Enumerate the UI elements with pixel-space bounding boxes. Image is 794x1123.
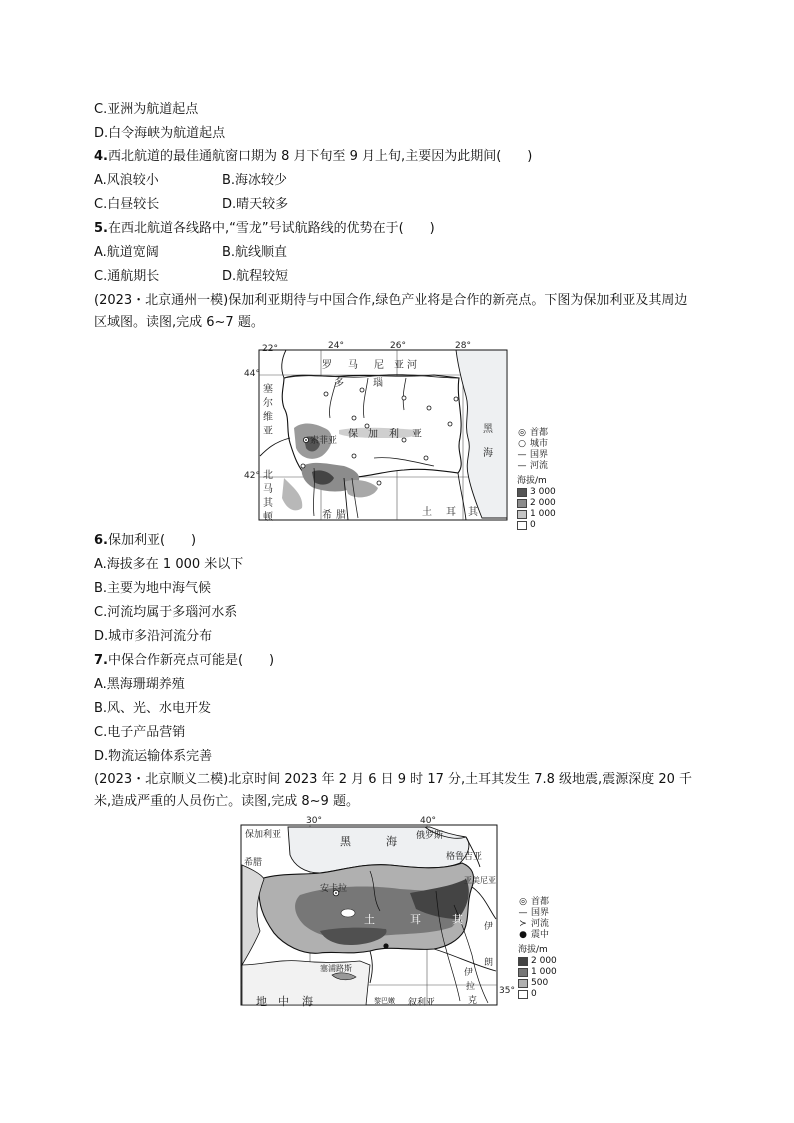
map1-macedonia-label: 北 [263,470,273,481]
map2-lon-30: 30° [306,816,322,826]
q7-stem-text: 中保合作新亮点可能是( ) [107,653,275,668]
legend-level: 2 000 [530,498,556,508]
legend2-level: 1 000 [531,967,557,977]
legend2-elev-500 [518,978,557,989]
map1-lat-42: 42° [244,471,260,481]
q5-stem [94,220,435,238]
legend2-elev-0 [518,989,557,1000]
map1-lon-28: 28° [455,341,471,351]
swatch-icon [518,990,528,999]
q7-option-a: A.黑海珊瑚养殖 [94,677,185,692]
legend-level: 1 000 [530,509,556,519]
map2-turkey-label: 其 [452,913,463,926]
map2-blacksea-label: 黑 [340,835,351,848]
q6-option-c: C.河流均属于多瑙河水系 [94,605,238,620]
q6-option-a: A.海拔多在 1 000 米以下 [94,557,244,572]
legend-border [517,450,556,461]
map1-bulgaria-label: 保 [348,429,358,440]
map2-greece-label: 希腊 [244,858,263,868]
legend2-level: 500 [531,978,549,988]
map1-romania-label: 河 [407,360,417,371]
map1-turkey-label: 土 [422,507,432,518]
map2-lat-35: 35° [499,986,515,996]
legend-city-label: 城市 [530,439,549,449]
q7-option-b: B.风、光、水电开发 [94,701,212,716]
map1-lon-26: 26° [390,341,406,351]
legend2-epicenter [518,930,557,941]
q5-options-row2 [94,268,288,286]
map1-lon-22: 22° [262,344,278,354]
border-icon: — [517,450,527,460]
border-icon: — [518,908,528,918]
q5-option-a: A.航道宽阔 [94,245,159,260]
map1-macedonia-label: 马 [263,484,273,495]
q4-options-row1 [94,172,287,190]
map1-lat-44: 44° [244,369,260,379]
q5-stem-text: 在西北航道各线路中,“雪龙”号试航路线的优势在于( ) [107,221,435,236]
q6-number: 6. [94,533,108,548]
legend2-epicenter-label: 震中 [531,930,550,940]
legend-elev-title: 海拔/m [517,476,547,486]
river-icon: — [517,461,527,471]
q4-option-b: B.海冰较少 [222,173,288,188]
q5-option-b: B.航线顺直 [222,245,288,260]
q7-option-c: C.电子产品营销 [94,725,186,740]
map1-turkey-label: 其 [468,507,478,518]
map2-blacksea-label: 海 [386,835,397,848]
river-icon: ≻ [519,919,527,929]
map2-lebanon-label: 黎巴嫩 [374,997,395,1005]
map1-greece-label: 腊 [336,510,346,521]
legend2-river-label: 河流 [531,919,550,929]
legend-city [517,439,556,450]
map1-legend [517,428,556,531]
q6-option-b: B.主要为地中海气候 [94,581,212,596]
legend2-elev-2000 [518,956,557,967]
capital-icon: ◎ [519,897,527,907]
legend-river [517,461,556,472]
map1-bulgaria-label: 利 [389,429,399,440]
legend2-capital [518,897,557,908]
legend-border-label: 国界 [530,450,549,460]
map2-lon-40: 40° [420,816,436,826]
swatch-icon [518,957,528,966]
map1-serbia-label: 塞 [263,384,273,395]
legend-level: 0 [530,520,536,530]
legend-elev-1000 [517,509,556,520]
q6-stem [94,532,196,550]
legend-elev-0 [517,520,556,531]
turkey-map [240,815,516,1007]
legend-level: 3 000 [530,487,556,497]
map2-armenia-label: 亚美尼亚 [464,876,496,885]
map2-iran-label: 朗 [484,958,494,968]
map1-bulgaria-label: 加 [368,429,378,440]
swatch-icon [517,488,527,497]
city-icon: ○ [518,439,526,449]
legend2-level: 2 000 [531,956,557,966]
sofia-label: 索菲亚 [310,436,338,446]
map1-lon-24: 24° [328,341,344,351]
q7-number: 7. [94,653,108,668]
map2-cyprus-label: 塞浦路斯 [320,964,352,973]
map1-romania-label: 马 [348,360,358,371]
legend2-level: 0 [531,989,537,999]
map1-bulgaria-label: 亚 [412,429,422,440]
map2-iraq-label: 伊 [464,968,474,978]
capital-icon: ◎ [518,428,526,438]
map1-blacksea-label: 黑 [483,424,493,435]
q3-option-d: D.白令海峡为航道起点 [94,126,226,141]
map1-blacksea-label: 海 [483,448,493,459]
swatch-icon [518,979,528,988]
map2-med-label: 中 [278,995,289,1007]
legend-elev-2000 [517,498,556,509]
q6-stem-text: 保加利亚( ) [107,533,197,548]
map1-romania-label: 亚 [394,360,404,371]
map2-russia-label: 俄罗斯 [416,831,444,841]
q7-stem [94,652,274,670]
q5-number: 5. [94,221,108,236]
map2-georgia-label: 格鲁吉亚 [446,852,483,862]
q4-option-c: C.白昼较长 [94,197,160,212]
map2-turkey-label: 耳 [410,913,421,926]
map2-bulgaria-label: 保加利亚 [245,830,282,840]
q4-option-a: A.风浪较小 [94,173,159,188]
map2-legend [518,897,557,1000]
epicenter-icon [383,943,388,948]
legend2-elev-title: 海拔/m [518,945,548,955]
q3-option-c: C.亚洲为航道起点 [94,102,199,117]
map2-iran-label: 伊 [484,922,494,932]
intro-q8-9: (2023・北京顺义二模)北京时间 2023 年 2 月 6 日 9 时 17 分,土耳其发生 7.8 级地震,震源深度 20 千米,造成严重的人员伤亡。读图,完成 8~9 题。 [94,772,693,809]
map1-romania-label: 尼 [374,360,384,371]
legend-capital-label: 首都 [530,428,549,438]
map2-med-label: 地 [256,995,267,1007]
q4-number: 4. [94,149,108,164]
q4-stem-text: 西北航道的最佳通航窗口期为 8 月下旬至 9 月上旬,主要因为此期间( ) [107,149,533,164]
q4-stem [94,148,532,166]
map2-syria-label: 叙利亚 [408,998,436,1007]
map2-iraq-label: 拉 [466,982,476,992]
q7-option-d: D.物流运输体系完善 [94,749,213,764]
legend-elev-3000 [517,487,556,498]
map1-danube-label: 瑙 [373,378,383,389]
q6-option-d: D.城市多沿河流分布 [94,629,213,644]
map1-romania-label: 罗 [322,360,332,371]
legend-river-label: 河流 [530,461,549,471]
epicenter-legend-icon: ● [519,930,527,940]
swatch-icon [517,521,527,530]
map2-med-label: 海 [302,995,313,1007]
map1-greece-label: 希 [322,510,332,521]
map1-serbia-label: 尔 [263,398,273,409]
map2-turkey-label: 土 [364,913,375,926]
map2-ankara-label: 安卡拉 [320,884,348,894]
legend2-capital-label: 首都 [531,897,550,907]
legend2-river [518,919,557,930]
q5-options-row1 [94,244,287,262]
map1-serbia-label: 亚 [263,426,273,437]
bulgaria-map [244,338,508,522]
map1-macedonia-label: 其 [263,498,273,509]
intro-q6-7: (2023・北京通州一模)保加利亚期待与中国合作,绿色产业将是合作的新亮点。下图为保加利亚及其周边区域图。读图,完成 6~7 题。 [94,293,688,330]
map2-iraq-label: 克 [468,996,478,1006]
map1-macedonia-label: 顿 [263,512,273,522]
swatch-icon [517,510,527,519]
q5-option-d: D.航程较短 [222,269,289,284]
swatch-icon [517,499,527,508]
q4-options-row2 [94,196,288,214]
legend2-elev-1000 [518,967,557,978]
legend-capital [517,428,556,439]
legend2-border-label: 国界 [531,908,550,918]
map1-turkey-label: 耳 [446,507,456,518]
q4-option-d: D.晴天较多 [222,197,289,212]
map1-serbia-label: 维 [263,412,273,423]
legend2-border [518,908,557,919]
swatch-icon [518,968,528,977]
map1-danube-label: 多 [334,378,344,389]
q5-option-c: C.通航期长 [94,269,160,284]
